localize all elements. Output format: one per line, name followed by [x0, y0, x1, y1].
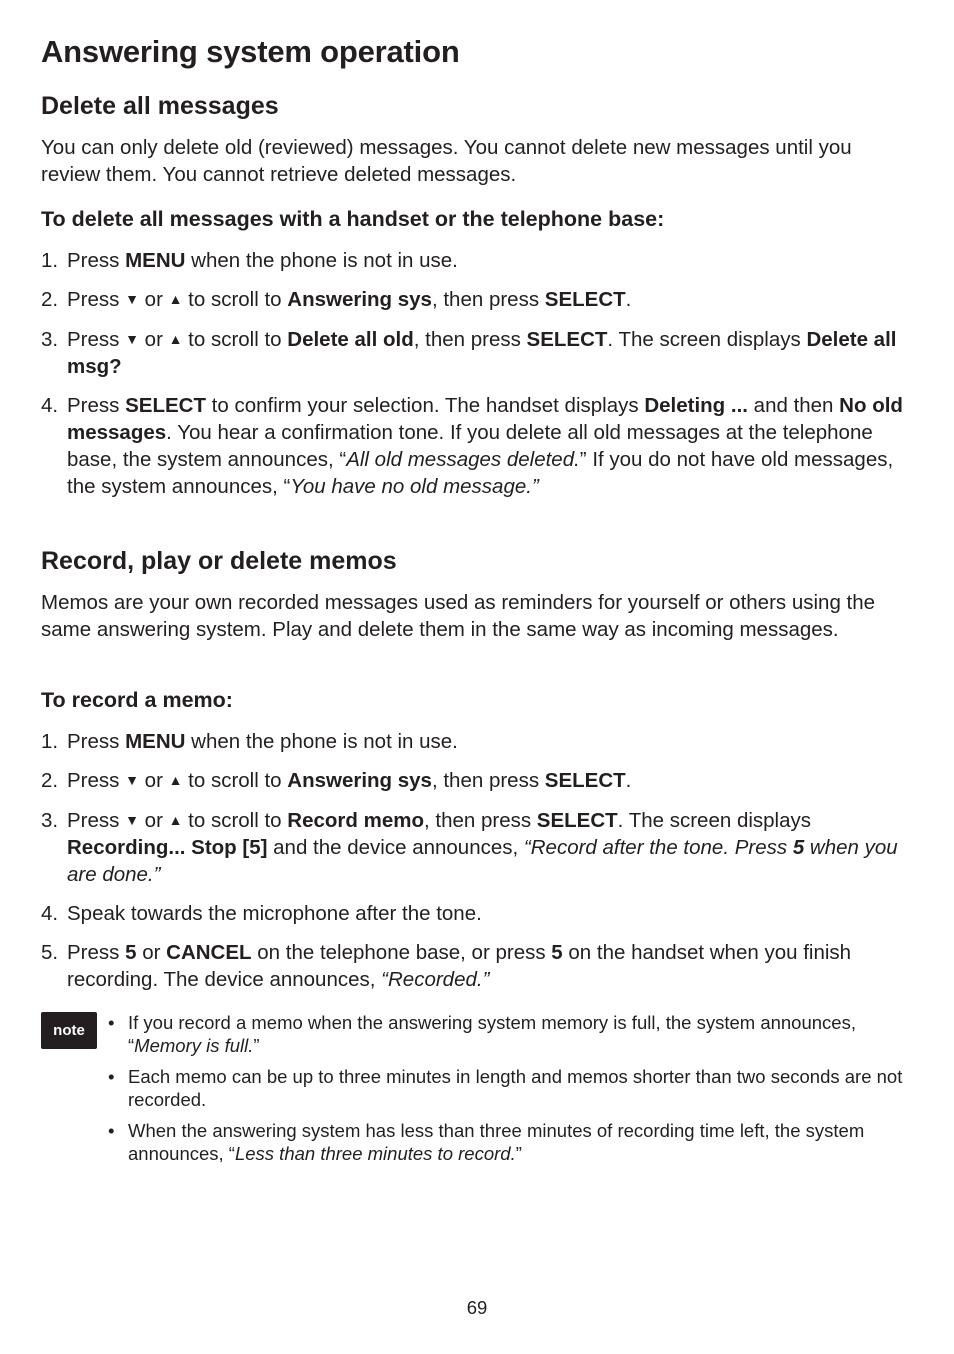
memo-step-2 [41, 767, 911, 794]
step-text: or [136, 941, 167, 964]
select-key-label: SELECT [526, 328, 608, 351]
bullet-icon: • [108, 1120, 115, 1141]
menu-item-label: Answering sys [287, 769, 432, 792]
step-text: , then press [423, 809, 537, 832]
step-text: . [625, 769, 632, 792]
note-bullet-2 [108, 1065, 908, 1111]
down-arrow-icon: ▼ [125, 812, 139, 828]
step-text: to scroll to [182, 288, 288, 311]
menu-key-label: MENU [125, 730, 186, 753]
page-number: 69 [466, 1297, 488, 1318]
step-text: . The screen displays [607, 328, 807, 351]
announcement-text: Memory is full. [134, 1035, 254, 1056]
step-text: , then press [431, 769, 545, 792]
menu-item-label: Answering sys [287, 288, 432, 311]
bullet-icon: • [108, 1066, 115, 1087]
down-arrow-icon: ▼ [125, 291, 139, 307]
step-number: 3. [41, 328, 59, 351]
step-text: and then [747, 394, 840, 417]
select-key-label: SELECT [544, 288, 626, 311]
memo-step-4 [41, 900, 911, 927]
section-heading-delete-all: Delete all messages [41, 92, 279, 120]
select-key-label: SELECT [536, 809, 618, 832]
select-key-label: SELECT [125, 394, 206, 417]
step-text: , then press [413, 328, 527, 351]
key-label: 5 [792, 836, 805, 859]
step-number: 3. [41, 809, 59, 832]
step-text: Press [67, 769, 126, 792]
up-arrow-icon: ▲ [168, 291, 183, 307]
bullet-icon: • [108, 1012, 115, 1033]
key-label: 5 [551, 941, 563, 964]
note-text: Each memo can be up to three minutes in length and memos shorter than two seconds are not recorded. [128, 1066, 903, 1110]
screen-text: Deleting ... [644, 394, 748, 417]
step-number: 1. [41, 249, 59, 272]
screen-text: Delete all msg? [67, 328, 897, 378]
step-text: Speak towards the microphone after the tone. [67, 902, 482, 925]
step-number: 1. [41, 730, 59, 753]
key-label: 5 [125, 941, 137, 964]
note-bullet-3 [108, 1119, 908, 1165]
delete-step-4 [41, 392, 911, 500]
step-text: or [138, 809, 169, 832]
step-text: on the telephone base, or press [251, 941, 552, 964]
step-text: on the handset when you finish recording. The device announces, [67, 941, 852, 991]
step-text: . You hear a confirmation tone. If you delete all old messages at the telephone base, the system announces, “ [67, 421, 873, 471]
step-number: 4. [41, 902, 59, 925]
screen-text: No old messages [67, 394, 903, 444]
up-arrow-icon: ▲ [168, 331, 183, 347]
delete-step-1 [41, 247, 911, 274]
memo-step-3 [41, 807, 911, 888]
announcement-text: All old messages deleted. [346, 448, 580, 471]
memo-subheading: To record a memo: [41, 688, 233, 712]
step-text: to scroll to [182, 328, 288, 351]
step-number: 2. [41, 288, 59, 311]
announcement-text: Less than three minutes to record. [234, 1143, 516, 1164]
note-text: When the answering system has less than three minutes of recording time left, the system announces, “ [128, 1120, 865, 1164]
cancel-key-label: CANCEL [166, 941, 252, 964]
step-text: when the phone is not in use. [185, 730, 458, 753]
step-text: Press [67, 328, 126, 351]
memo-step-1 [41, 728, 911, 755]
step-text: . [625, 288, 632, 311]
step-text: Press [67, 941, 126, 964]
delete-step-2 [41, 286, 911, 313]
note-badge: note [41, 1012, 97, 1049]
delete-intro: You can only delete old (reviewed) messages. You cannot delete new messages until you review them. You cannot retrieve deleted messages. [41, 136, 852, 186]
up-arrow-icon: ▲ [168, 812, 183, 828]
page-title: Answering system operation [41, 34, 460, 69]
up-arrow-icon: ▲ [168, 772, 183, 788]
note-text: ” [253, 1035, 260, 1056]
step-text: Press [67, 249, 126, 272]
step-text: to scroll to [182, 809, 288, 832]
down-arrow-icon: ▼ [125, 331, 139, 347]
step-text: . The screen displays [617, 809, 812, 832]
step-text: to confirm your selection. The handset displays [205, 394, 645, 417]
step-text: Press [67, 288, 126, 311]
step-number: 2. [41, 769, 59, 792]
delete-subheading: To delete all messages with a handset or the telephone base: [41, 207, 665, 231]
delete-step-3 [41, 326, 911, 380]
step-text: to scroll to [182, 769, 288, 792]
section-heading-memos: Record, play or delete memos [41, 547, 397, 575]
step-text: Press [67, 394, 126, 417]
step-number: 4. [41, 394, 59, 417]
step-text: or [138, 288, 169, 311]
step-text: Press [67, 809, 126, 832]
down-arrow-icon: ▼ [125, 772, 139, 788]
note-text: If you record a memo when the answering system memory is full, the system announces, “ [128, 1012, 856, 1056]
menu-item-label: Delete all old [287, 328, 414, 351]
menu-item-label: Record memo [287, 809, 424, 832]
note-text: ” [515, 1143, 522, 1164]
step-text: , then press [431, 288, 545, 311]
step-text: or [138, 769, 169, 792]
memo-intro: Memos are your own recorded messages used as reminders for yourself or others using the same answering system. Play and delete them in the same way as incoming messages. [41, 591, 876, 641]
announcement-text: You have no old message.” [290, 475, 539, 498]
announcement-text: “Record after the tone. Press [523, 836, 793, 859]
announcement-text: “Recorded.” [381, 968, 490, 991]
step-text: and the device announces, [267, 836, 524, 859]
memo-step-5 [41, 939, 911, 993]
step-text: or [138, 328, 169, 351]
step-text: ” If you do not have old messages, the system announces, “ [67, 448, 894, 498]
step-number: 5. [41, 941, 59, 964]
step-text: Press [67, 730, 126, 753]
menu-key-label: MENU [125, 249, 186, 272]
note-bullet-1 [108, 1011, 908, 1057]
announcement-text: when you are done.” [67, 836, 898, 886]
step-text: when the phone is not in use. [185, 249, 458, 272]
screen-text: Recording... Stop [5] [67, 836, 268, 859]
select-key-label: SELECT [544, 769, 626, 792]
